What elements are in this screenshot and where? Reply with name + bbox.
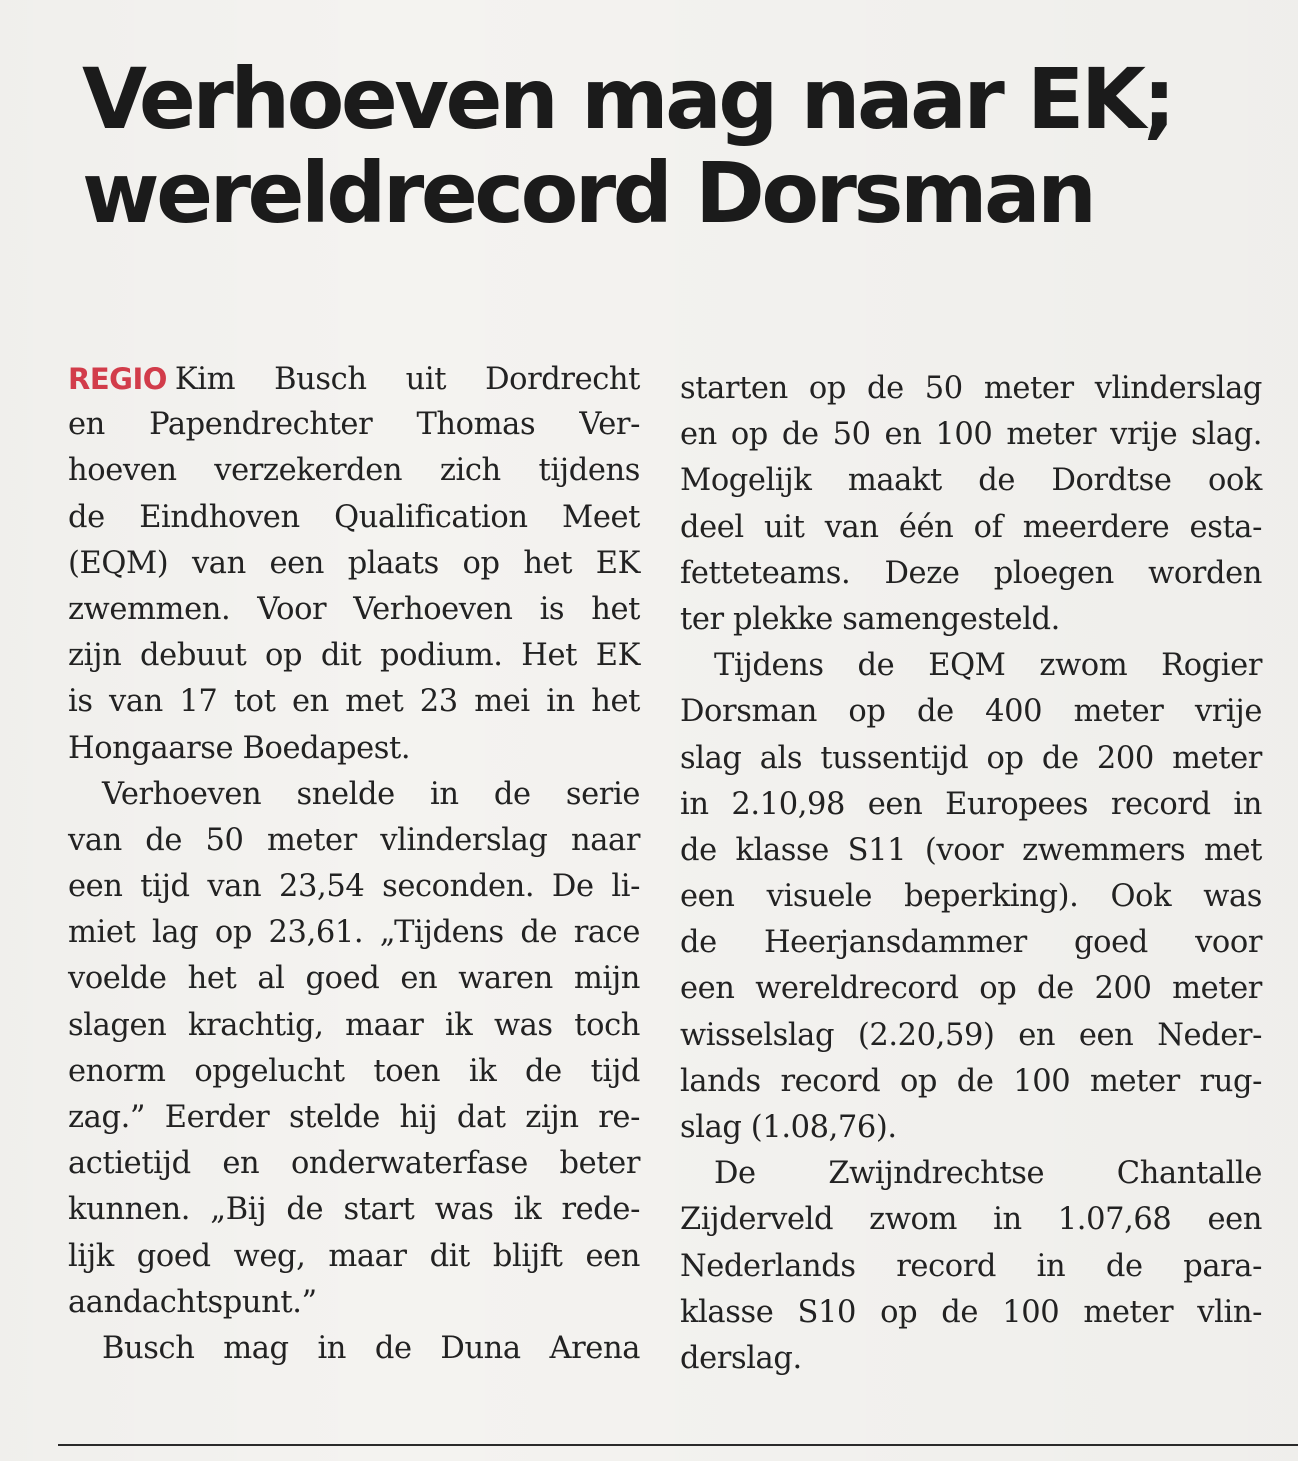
headline-line: Verhoeven mag naar EK; [82,50,1173,148]
text-line: van de 50 meter vlinderslag naar [68,822,640,858]
text-line: Dorsman op de 400 meter vrije [680,694,1262,730]
text-line: zag.” Eerder stelde hij dat zijn re- [68,1100,640,1135]
text-line: miet lag op 23,61. „Tijdens de race [68,915,640,951]
text-line: actietijd en onderwaterfase beter [68,1146,640,1182]
text-line: derslag. [680,1340,802,1376]
headline-line: wereldrecord Dorsman [82,144,1094,242]
text-line: hoeven verzekerden zich tijdens [68,453,640,489]
text-line: (EQM) van een plaats op het EK [68,545,640,581]
text-line: slag (1.08,76). [680,1110,897,1145]
text-line: lijk goed weg, maar dit blijft een [68,1238,640,1274]
text-line: de Heerjansdammer goed voor [680,925,1262,961]
text-line: Zijderveld zwom in 1.07,68 een [680,1202,1262,1238]
headline [82,52,1272,240]
text-line: een tijd van 23,54 seconden. De li- [68,869,640,905]
text-line: Busch mag in de Duna Arena [102,1330,640,1366]
text-line: zwemmen. Voor Verhoeven is het [68,591,640,627]
article-column-left [68,356,640,1372]
region-tag: REGIO [68,362,167,396]
text-line: ter plekke samengesteld. [680,601,1060,637]
text-line: wisselslag (2.20,59) en een Neder- [680,1017,1262,1053]
text-line: Hongaarse Boedapest. [68,730,411,766]
text-line: kunnen. „Bij de start was ik rede- [68,1192,640,1228]
text-line: Mogelijk maakt de Dordtse ook [680,463,1262,499]
text-line: Tijdens de EQM zwom Rogier [714,648,1262,684]
text-line-content: Kim Busch uit Dordrecht [174,362,640,397]
article-column-right [680,366,1262,1382]
text-line: slagen krachtig, maar ik was toch [68,1007,640,1043]
text-line: en op de 50 en 100 meter vrije slag. [680,417,1262,453]
text-line: lands record op de 100 meter rug- [680,1063,1262,1099]
text-line: aandachtspunt.” [68,1284,317,1320]
bottom-rule [58,1444,1298,1446]
text-line: zijn debuut op dit podium. Het EK [68,638,640,674]
text-line: en Papendrechter Thomas Ver- [68,407,640,443]
text-line: De Zwijndrechtse Chantalle [714,1156,1262,1192]
text-line: deel uit van één of meerdere esta- [680,509,1262,545]
text-line: is van 17 tot en met 23 mei in het [68,684,640,720]
text-line: fetteteams. Deze ploegen worden [680,555,1262,591]
text-line: in 2.10,98 een Europees record in [680,786,1262,822]
text-line: de klasse S11 (voor zwemmers met [680,832,1262,868]
text-line: klasse S10 op de 100 meter vlin- [680,1294,1262,1330]
text-line: de Eindhoven Qualification Meet [68,499,640,535]
text-line: Nederlands record in de para- [680,1248,1262,1284]
text-line: voelde het al goed en waren mijn [68,961,640,997]
text-line: starten op de 50 meter vlinderslag [680,371,1262,406]
text-line: een visuele beperking). Ook was [680,879,1262,915]
text-line: een wereldrecord op de 200 meter [680,971,1262,1007]
text-line: Verhoeven snelde in de serie [102,776,640,812]
text-line: slag als tussentijd op de 200 meter [680,740,1262,776]
text-line: enorm opgelucht toen ik de tijd [68,1053,640,1089]
text-line [68,356,640,402]
